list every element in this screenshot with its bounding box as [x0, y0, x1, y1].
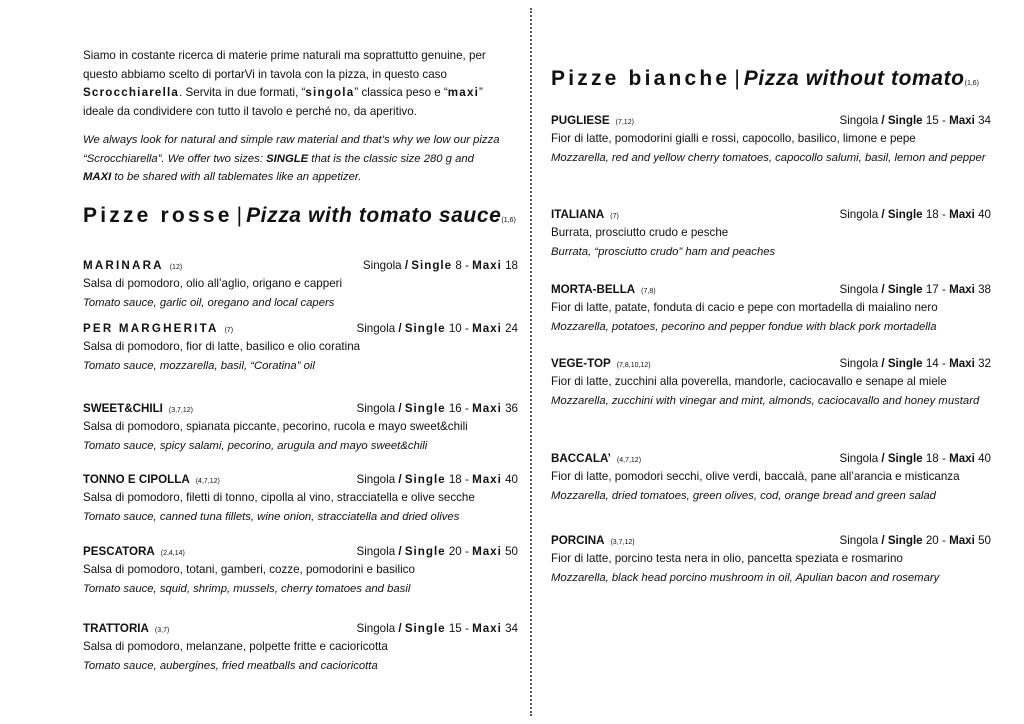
pizza-desc-en: Tomato sauce, canned tuna fillets, wine onion, stracciatella and dried olives	[83, 510, 460, 523]
pizza-price: Singola / Single 20 - Maxi 50	[356, 545, 518, 558]
pizza-name: PORCINA	[551, 534, 605, 547]
pizza-desc-it: Salsa di pomodoro, olio all’aglio, origano e capperi	[83, 277, 343, 290]
pizza-desc-en: Tomato sauce, squid, shrimp, mussels, cherry tomatoes and basil	[83, 582, 411, 595]
pizza-desc-it: Salsa di pomodoro, filetti di tonno, cipolla al vino, stracciatella e olive secche	[83, 491, 475, 504]
size-single: SINGLE	[266, 152, 309, 165]
intro-en-line-1: We always look for natural and simple raw material and that’s why we low our pizza	[83, 134, 500, 146]
menu-item-pugliese	[551, 112, 991, 167]
section-title-pizze-bianche: Pizze bianche | Pizza without tomato(1,6)	[551, 67, 980, 90]
intro-it-line-3: Scrocchiarella. Servita in due formati, “singola” classica peso e “maxi”	[83, 86, 483, 100]
intro-italian	[83, 47, 523, 121]
intro-it-line-4: ideale da condividere con tutto il tavolo e perché no, da aperitivo.	[83, 104, 417, 118]
pizza-desc-en: Mozzarella, potatoes, pecorino and pepper fondue with black pork mortadella	[551, 320, 937, 333]
pizza-name: TRATTORIA	[83, 622, 149, 635]
allergen-ref: (7,8,10,12)	[616, 362, 651, 369]
pizza-price: Singola / Single 16 - Maxi 36	[356, 402, 518, 415]
allergen-ref: (2,4,14)	[160, 550, 185, 557]
pizza-name: PUGLIESE	[551, 114, 610, 127]
allergen-ref: (3,7,12)	[168, 407, 193, 414]
pizza-desc-en: Tomato sauce, garlic oil, oregano and local capers	[83, 296, 335, 309]
pizza-name: PESCATORA	[83, 545, 155, 558]
allergen-ref: (4,7,12)	[195, 478, 220, 485]
menu-item-morta-bella	[551, 281, 991, 336]
pizza-price: Singola / Single 18 - Maxi 40	[839, 452, 991, 465]
pizza-price: Singola / Single 15 - Maxi 34	[356, 622, 518, 635]
pizza-price: Singola / Single 10 - Maxi 24	[356, 322, 518, 335]
allergen-ref: (7,12)	[615, 119, 634, 126]
pizza-desc-en: Burrata, “prosciutto crudo” ham and peaches	[551, 245, 776, 258]
menu-item-italiana	[551, 206, 991, 261]
pizza-price: Singola / Single 14 - Maxi 32	[839, 357, 991, 370]
intro-en-line-3: MAXI to be shared with all tablemates like an appetizer.	[83, 171, 362, 184]
allergen-ref: (3,7)	[154, 627, 170, 634]
allergen-ref: (3,7,12)	[610, 539, 635, 546]
menu-item-pescatora	[83, 543, 523, 598]
pizza-desc-it: Salsa di pomodoro, melanzane, polpette fritte e cacioricotta	[83, 640, 388, 653]
pizza-desc-it: Fior di latte, zucchini alla poverella, mandorle, caciocavallo e senape al miele	[551, 375, 947, 388]
pizza-desc-it: Fior di latte, patate, fonduta di cacio e pepe con mortadella di maialino nero	[551, 301, 938, 314]
allergen-ref: (4,7,12)	[616, 457, 642, 464]
pizza-desc-it: Salsa di pomodoro, fior di latte, basilico e olio coratina	[83, 340, 361, 353]
pizza-desc-it: Salsa di pomodoro, spianata piccante, pecorino, rucola e mayo sweet&chili	[83, 420, 468, 433]
pizza-price: Singola / Single 18 - Maxi 40	[356, 473, 518, 486]
column-divider	[530, 8, 532, 716]
pizza-desc-it: Fior di latte, pomodorini gialli e rossi, capocollo, basilico, limone e pepe	[551, 132, 916, 145]
pizza-price: Singola / Single 8 - Maxi 18	[362, 259, 518, 272]
menu-item-tonno-e-cipolla	[83, 471, 523, 526]
pizza-name: PER MARGHERITA	[83, 322, 219, 335]
intro-english	[83, 131, 500, 187]
intro-it-line-1: Siamo in costante ricerca di materie prime naturali ma soprattutto genuine, per	[83, 49, 486, 62]
allergen-ref: (7)	[610, 213, 619, 220]
pizza-desc-en: Tomato sauce, aubergines, fried meatballs and cacioricotta	[83, 659, 378, 672]
intro-it-line-2: questo abbiamo scelto di portarVi in tavola con la pizza, in questo caso	[83, 67, 447, 81]
intro-en-line-2: “Scrocchiarella”. We offer two sizes: SINGLE that is the classic size 280 g and	[83, 152, 474, 165]
allergen-ref: (7,8)	[641, 288, 656, 295]
pizza-desc-en: Mozzarella, black head porcino mushroom in oil, Apulian bacon and rosemary	[551, 571, 940, 584]
pizza-name: ITALIANA	[551, 208, 605, 221]
pizza-price: Singola / Single 17 - Maxi 38	[839, 283, 991, 296]
pizza-name: SWEET&CHILI	[83, 402, 163, 415]
brand-scrocchiarella: Scrocchiarella	[83, 86, 180, 100]
pizza-price: Singola / Single 15 - Maxi 34	[839, 114, 991, 127]
pizza-name: VEGE-TOP	[551, 357, 611, 370]
menu-item-sweet-chili	[83, 400, 523, 455]
pizza-desc-it: Fior di latte, pomodori secchi, olive verdi, baccalà, pane all’arancia e misticanza	[551, 470, 960, 483]
pizza-name: MARINARA	[83, 259, 164, 272]
format-singola: singola	[305, 86, 355, 100]
pizza-name: BACCALA’	[551, 452, 611, 465]
section-title-pizze-rosse: Pizze rosse | Pizza with tomato sauce(1,6)	[83, 204, 516, 227]
pizza-desc-en: Tomato sauce, spicy salami, pecorino, arugula and mayo sweet&chili	[83, 439, 428, 452]
pizza-desc-en: Mozzarella, dried tomatoes, green olives, cod, orange bread and green salad	[551, 489, 936, 502]
menu-item-marinara	[83, 257, 523, 312]
menu-item-vege-top	[551, 355, 991, 410]
pizza-name: MORTA-BELLA	[551, 283, 636, 296]
pizza-price: Singola / Single 20 - Maxi 50	[839, 534, 991, 547]
pizza-desc-en: Mozzarella, red and yellow cherry tomatoes, capocollo salumi, basil, lemon and pepper	[551, 151, 986, 164]
pizza-desc-it: Fior di latte, porcino testa nera in olio, pancetta speziata e rosmarino	[551, 552, 903, 565]
pizza-desc-en: Mozzarella, zucchini with vinegar and mint, almonds, caciocavallo and honey mustard	[551, 394, 980, 407]
pizza-price: Singola / Single 18 - Maxi 40	[839, 208, 991, 221]
size-maxi: MAXI	[83, 171, 112, 184]
pizza-desc-en: Tomato sauce, mozzarella, basil, “Coratina” oil	[83, 359, 315, 372]
pizza-name: TONNO E CIPOLLA	[83, 473, 190, 486]
menu-item-per-margherita	[83, 320, 523, 375]
allergen-ref: (7)	[224, 327, 234, 334]
allergen-ref: (12)	[169, 264, 183, 271]
menu-item-baccala	[551, 450, 991, 505]
format-maxi: maxi	[447, 86, 480, 100]
menu-item-porcina	[551, 532, 991, 587]
pizza-desc-it: Burrata, prosciutto crudo e pesche	[551, 226, 729, 239]
menu-item-trattoria	[83, 620, 523, 675]
pizza-desc-it: Salsa di pomodoro, totani, gamberi, cozze, pomodorini e basilico	[83, 563, 415, 576]
